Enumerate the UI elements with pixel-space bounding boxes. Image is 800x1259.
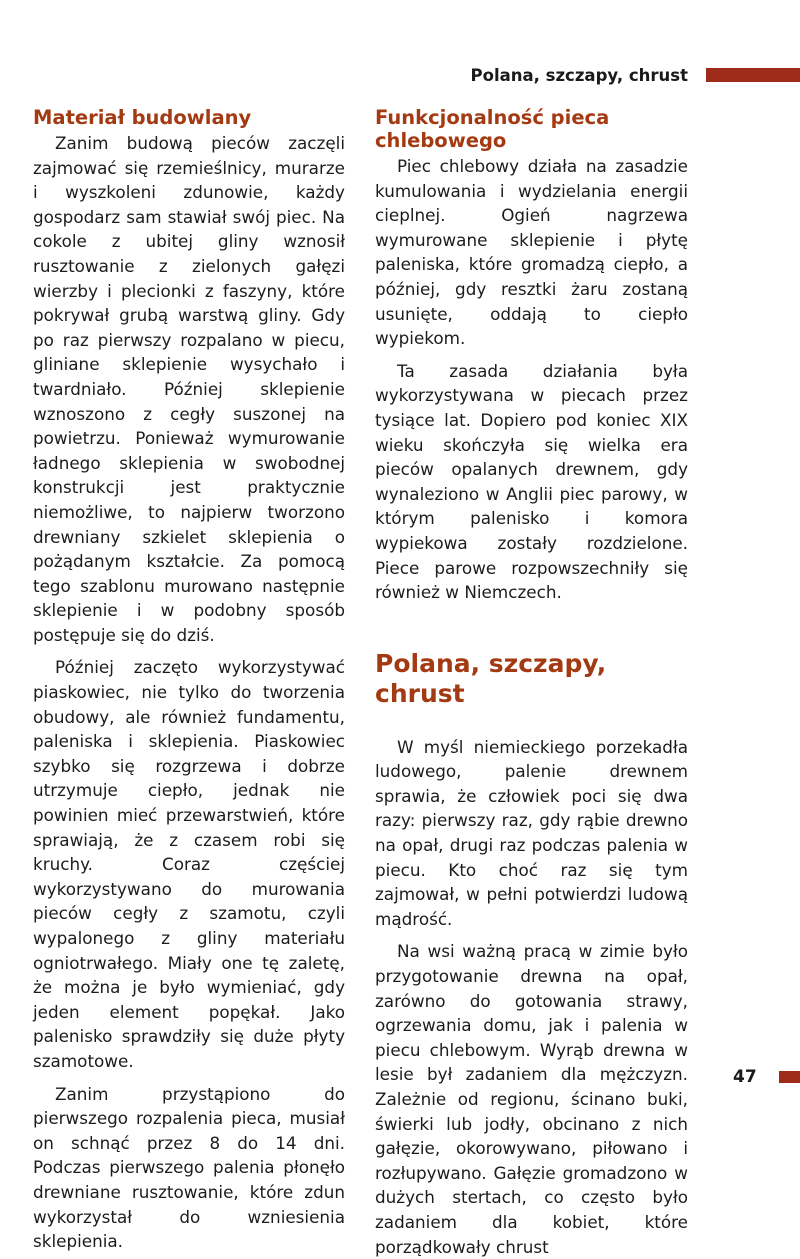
body-paragraph: Ta zasada działania była wykorzystywana w piecach przez tysiące lat. Dopiero pod koniec XIX wieku skończyła się wielka era pieców opalanych drewnem, gdy wynaleziono w Anglii piec parowy, w którym palenisko i komora wypiekowa zostały rozdzielone. Piece parowe rozpowszechniły się również w Niemczech. [375, 360, 688, 603]
body-paragraph: Zanim przystąpiono do pierwszego rozpalenia pieca, musiał on schnąć przez 8 do 14 dni. Podczas pierwszego palenia płonęło drewniane rusztowanie, które zdun wykorzystał do wzniesienia sklepienia. [33, 1083, 345, 1252]
running-head-title: Polana, szczapy, chrust [470, 66, 688, 85]
footer-accent-bar [779, 1071, 800, 1083]
body-paragraph: Później zaczęto wykorzystywać piaskowiec, nie tylko do tworzenia obudowy, ale również fundamentu, paleniska i sklepienia. Piaskowiec szybko się rozgrzewa i dobrze utrzymuje ciepło, jednak nie powinien mieć przewarstwień, które sprawiają, że z czasem robi się kruchy. Coraz częściej wykorzystywano do murowania pieców cegły z szamotu, czyli wypalonego z gliny materiału ogniotrwałego. Miały one tę zaletę, że można je było wymieniać, gdy jeden element popękał. Jako palenisko sprawdziły się duże płyty szamotowe. [33, 657, 345, 1071]
body-paragraph: Zanim budową pieców zaczęli zajmować się rzemieślnicy, murarze i wyszkoleni zdunowie, każdy gospodarz sam stawiał swój piec. Na cokole z ubitej gliny wznosił rusztowanie z zielonych gałęzi wierzby i plecionki z faszyny, które pokrywał grubą warstwą gliny. Gdy po raz pierwszy rozpalano w piecu, gliniane sklepienie wysychało i twardniało. Później sklepienie wznoszono z cegły suszonej na powietrzu. Ponieważ wymurowanie ładnego sklepienia w swobodnej konstrukcji jest praktycznie niemożliwe, to najpierw tworzono drewniany szkielet sklepienia o pożądanym kształcie. Za pomocą tego szablonu murowano następnie sklepienie i w podobny sposób postępuje się do dziś. [33, 133, 345, 645]
section-title: Polana, szczapy, chrust [375, 648, 607, 708]
body-paragraph: Na wsi ważną pracą w zimie było przygotowanie drewna na opał, zarówno do gotowania strawy, ogrzewania domu, jak i palenia w piecu chlebowym. Wyrąb drewna w lesie był zadaniem dla mężczyzn. Zależnie od regionu, ścinano buki, świerki lub jodły, obcinano z nich gałęzie, okorowywano, piłowano i rozłupywano. Gałęzie gromadzono w dużych stertach, co często było zadaniem dla kobiet, które porządkowały chrust [375, 941, 688, 1257]
left-column [33, 106, 345, 1254]
right-column [375, 106, 688, 1259]
body-paragraph: Piec chlebowy działa na zasadzie kumulowania i wydzielania energii cieplnej. Ogień nagrzewa wymurowane sklepienie i płytę paleniska, które gromadzą ciepło, a później, gdy resztki żaru zostaną usunięte, oddają to ciepło wypiekom. [375, 156, 688, 349]
body-paragraph: W myśl niemieckiego porzekadła ludowego, palenie drewnem sprawia, że człowiek poci się dwa razy: pierwszy raz, gdy rąbie drewno na opał, drugi raz podczas palenia w piecu. Kto choć raz się tym zajmował, w pełni potwierdzi ludową mądrość. [375, 736, 688, 929]
subheading-oven-function: Funkcjonalność pieca chlebowego [375, 106, 610, 152]
subheading-building-material: Materiał budowlany [33, 106, 252, 129]
page-number: 47 [733, 1067, 757, 1087]
header-accent-bar [706, 68, 800, 82]
